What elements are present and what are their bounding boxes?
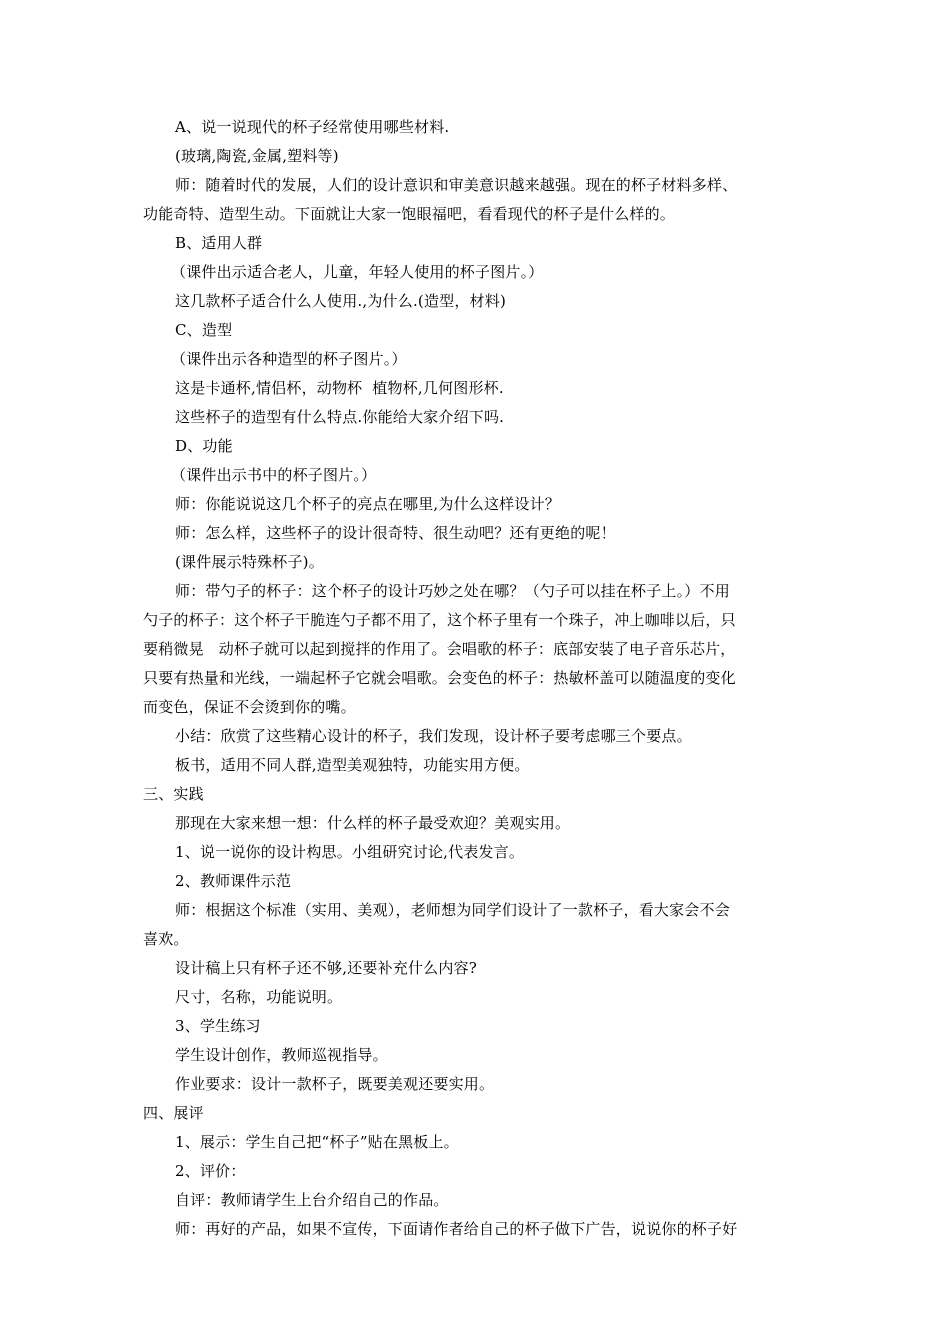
paragraph: （课件出示各种造型的杯子图片。）	[171, 350, 407, 368]
paragraph: (课件展示特殊杯子)。	[175, 553, 324, 571]
paragraph: 这些杯子的造型有什么特点.你能给大家介绍下吗.	[175, 408, 505, 426]
section-4-heading: 四、展评	[143, 1104, 204, 1122]
paragraph: 要稍微晃 动杯子就可以起到搅拌的作用了。会唱歌的杯子：底部安装了电子音乐芯片，	[143, 640, 736, 658]
paragraph: 只要有热量和光线，一端起杯子它就会唱歌。会变色的杯子：热敏杯盖可以随温度的变化	[143, 669, 736, 687]
subsection-a-heading: A、说一说现代的杯子经常使用哪些材料.	[175, 118, 450, 136]
paragraph: 而变色，保证不会烫到你的嘴。	[143, 698, 356, 716]
subsection-b-heading: B、适用人群	[175, 234, 263, 252]
paragraph: 师：根据这个标准（实用、美观），老师想为同学们设计了一款杯子，看大家会不会	[175, 901, 730, 919]
step-3: 3、学生练习	[175, 1017, 261, 1035]
paragraph: 设计稿上只有杯子还不够,还要补充什么内容?	[175, 959, 478, 977]
paragraph: 师：带勺子的杯子：这个杯子的设计巧妙之处在哪？（勺子可以挂在杯子上。）不用	[175, 582, 730, 600]
paragraph: 学生设计创作，教师巡视指导。	[175, 1046, 388, 1064]
paragraph: （课件出示书中的杯子图片。）	[171, 466, 377, 484]
paragraph: 师：随着时代的发展，人们的设计意识和审美意识越来越强。现在的杯子材料多样、	[175, 176, 738, 194]
paragraph: 勺子的杯子：这个杯子干脆连勺子都不用了，这个杯子里有一个珠子，冲上咖啡以后，只	[143, 611, 736, 629]
paragraph: 功能奇特、造型生动。下面就让大家一饱眼福吧，看看现代的杯子是什么样的。	[143, 205, 676, 223]
paragraph: 这几款杯子适合什么人使用.,为什么.(造型，材料)	[175, 292, 507, 310]
paragraph: 喜欢。	[143, 930, 189, 948]
blackboard-note: 板书，适用不同人群,造型美观独特，功能实用方便。	[175, 756, 530, 774]
paragraph: 自评：教师请学生上台介绍自己的作品。	[175, 1191, 449, 1209]
paragraph: 师：你能说说这几个杯子的亮点在哪里,为什么这样设计？	[175, 495, 560, 513]
subsection-d-heading: D、功能	[175, 437, 233, 455]
document-page	[143, 113, 808, 1244]
paragraph: 这是卡通杯,情侣杯，动物杯 植物杯,几何图形杯.	[175, 379, 504, 397]
paragraph: 尺寸，名称，功能说明。	[175, 988, 343, 1006]
subsection-c-heading: C、造型	[175, 321, 233, 339]
paragraph: (玻璃,陶瓷,金属,塑料等)	[175, 147, 339, 165]
summary-paragraph: 小结：欣赏了这些精心设计的杯子，我们发现，设计杯子要考虑哪三个要点。	[175, 727, 692, 745]
paragraph: 师：怎么样，这些杯子的设计很奇特、很生动吧？还有更绝的呢！	[175, 524, 616, 542]
step-1: 1、说一说你的设计构思。小组研究讨论,代表发言。	[175, 843, 525, 861]
step-1: 1、展示：学生自己把“杯子”贴在黑板上。	[175, 1133, 459, 1151]
paragraph: 那现在大家来想一想：什么样的杯子最受欢迎？美观实用。	[175, 814, 571, 832]
step-2: 2、评价：	[175, 1162, 246, 1180]
section-3-heading: 三、实践	[143, 785, 204, 803]
paragraph: 师：再好的产品，如果不宣传，下面请作者给自己的杯子做下广告，说说你的杯子好	[175, 1220, 738, 1238]
homework-requirement: 作业要求：设计一款杯子，既要美观还要实用。	[175, 1075, 495, 1093]
paragraph: （课件出示适合老人，儿童，年轻人使用的杯子图片。）	[171, 263, 544, 281]
step-2: 2、教师课件示范	[175, 872, 292, 890]
